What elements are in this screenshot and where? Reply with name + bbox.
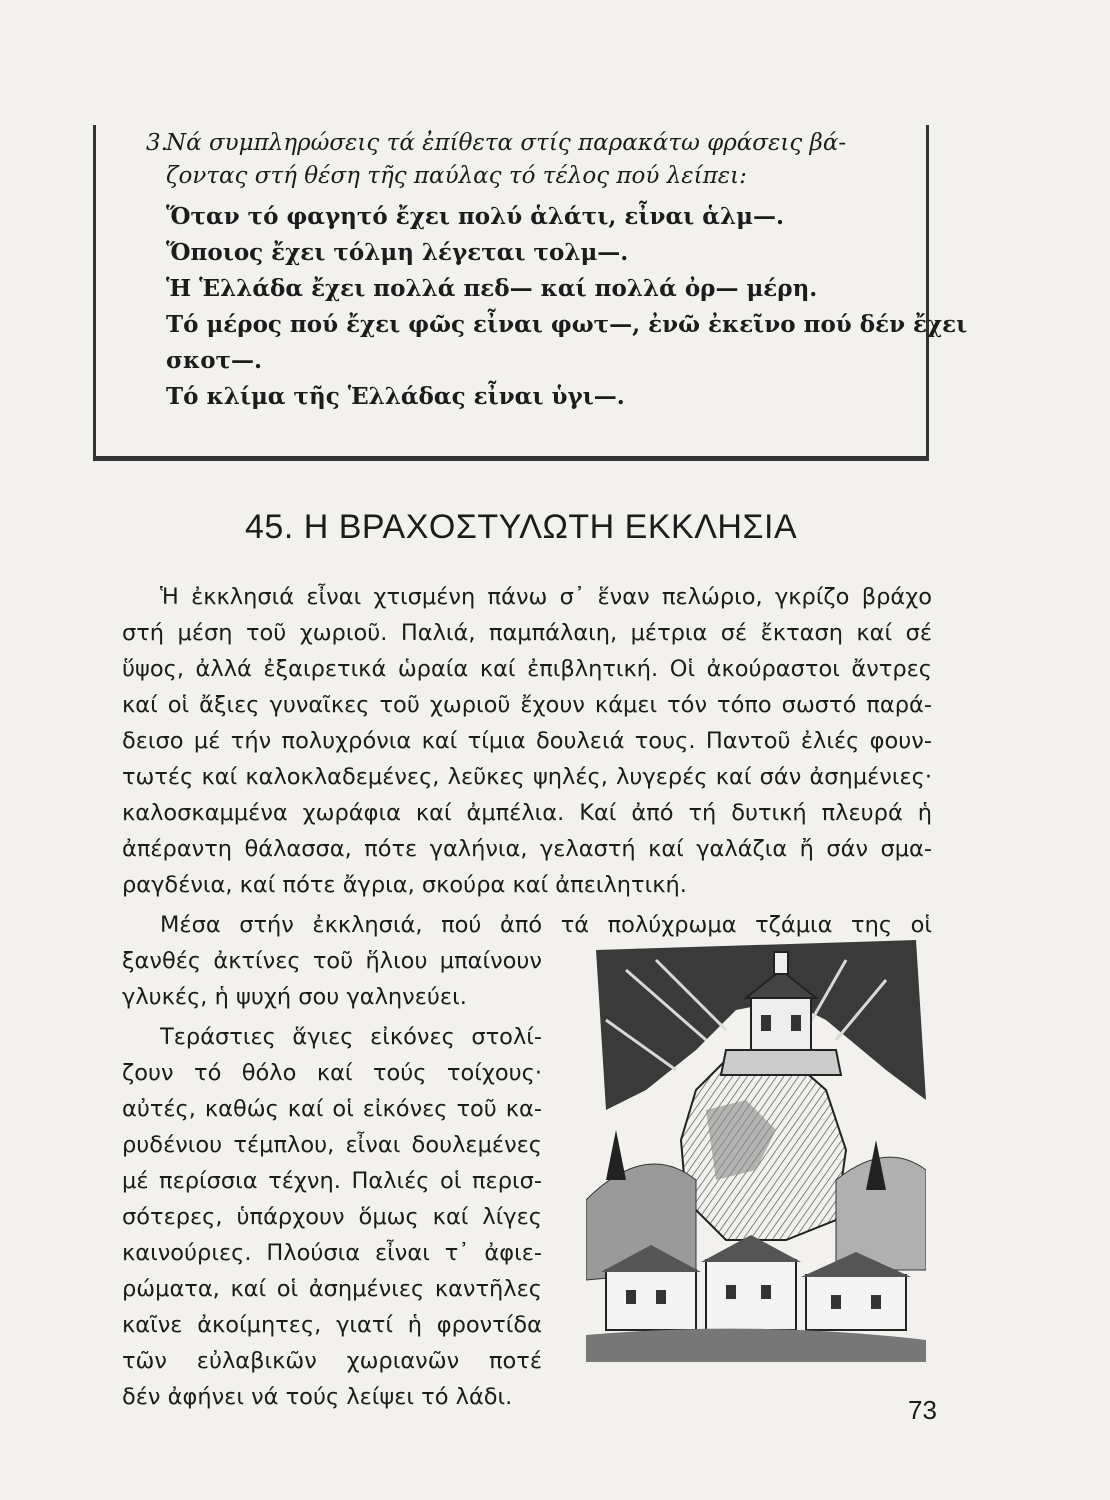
paragraph-line: Τεράστιες ἅγιες εἰκόνες στολί- [160, 1024, 542, 1050]
paragraph-line: στή μέση τοῦ χωριοῦ. Παλιά, παμπάλαιη, μέτρια σέ ἔκταση καί σέ [122, 620, 932, 646]
paragraph-line: δέν ἀφήνει νά τούς λείψει τό λάδι. [122, 1384, 513, 1410]
paragraph-line: καινούριες. Πλούσια εἶναι τ᾿ ἀφιε- [122, 1240, 542, 1266]
paragraph-line: μέ περίσσια τέχνη. Παλιές οἱ περισ- [122, 1168, 542, 1194]
exercise-number: 3. [146, 130, 168, 156]
paragraph-line: ἀπέραντη θάλασσα, πότε γαλήνια, γελαστή καί γαλάζια ἤ σάν σμα- [122, 836, 932, 862]
exercise-sentence: Τό μέρος πού ἔχει φῶς εἶναι φωτ—, ἐνῶ ἐκεῖνο πού δέν ἔχει [166, 311, 968, 338]
paragraph-line: τωτές καί καλοκλαδεμένες, λεῦκες ψηλές, λυγερές καί σάν ἀσημένιες· [122, 764, 932, 790]
exercise-instruction-line: Νά συμπληρώσεις τά ἐπίθετα στίς παρακάτω φράσεις βά- [166, 130, 847, 156]
paragraph-line: ὕψος, ἀλλά ἐξαιρετικά ὡραία καί ἐπιβλητική. Οἱ ἀκούραστοι ἄντρες [122, 656, 932, 682]
exercise-instruction-line: ζοντας στή θέση τῆς παύλας τό τέλος πού λείπει: [166, 163, 747, 189]
paragraph-line: καῖνε ἀκοίμητες, γιατί ἡ φροντίδα [122, 1312, 542, 1338]
exercise-sentence: Ὅταν τό φαγητό ἔχει πολύ ἁλάτι, εἶναι ἁλμ—. [166, 203, 784, 230]
paragraph-line: ραγδένια, καί πότε ἄγρια, σκούρα καί ἀπειλητική. [122, 872, 687, 898]
church-on-rock-illustration [586, 940, 926, 1362]
exercise-sentence: Ἡ Ἑλλάδα ἔχει πολλά πεδ— καί πολλά ὀρ— μέρη. [166, 275, 818, 302]
paragraph-line: καί οἱ ἄξιες γυναῖκες τοῦ χωριοῦ ἔχουν κάμει τόν τόπο σωστό παρά- [122, 692, 932, 718]
paragraph-line: ρυδένιου τέμπλου, εἶναι δουλεμένες [122, 1132, 542, 1158]
paragraph-line: ζουν τό θόλο καί τούς τοίχους· [122, 1060, 542, 1086]
paragraph-line: δεισο μέ τήν πολυχρόνια καί τίμια δουλειά τους. Παντοῦ ἐλιές φουν- [122, 728, 932, 754]
paragraph-line: Ἡ ἐκκλησιά εἶναι χτισμένη πάνω σ᾿ ἕναν πελώριο, γκρίζο βράχο [160, 584, 932, 610]
paragraph-line: ξανθές ἀκτίνες τοῦ ἥλιου μπαίνουν [122, 948, 542, 974]
paragraph-line: αὐτές, καθώς καί οἱ εἰκόνες τοῦ κα- [122, 1096, 542, 1122]
exercise-box [93, 125, 968, 461]
paragraph-line: καλοσκαμμένα χωράφια καί ἀμπέλια. Καί ἀπό τή δυτική πλευρά ἡ [122, 800, 932, 826]
chapter-title: 45. Η ΒΡΑΧΟΣΤΥΛΩΤΗ ΕΚΚΛΗΣΙΑ [245, 508, 798, 546]
exercise-sentence: σκοτ—. [166, 347, 263, 374]
paragraph-line: Μέσα στήν ἐκκλησιά, πού ἀπό τά πολύχρωμα τζάμια της οἱ [160, 912, 932, 938]
paragraph-line: ρώματα, καί οἱ ἀσημένιες καντῆλες [122, 1276, 542, 1302]
paragraph-line: σότερες, ὑπάρχουν ὅμως καί λίγες [122, 1204, 542, 1230]
paragraph-line: τῶν εὐλαβικῶν χωριανῶν ποτέ [122, 1348, 542, 1374]
paragraph-line: γλυκές, ἡ ψυχή σου γαληνεύει. [122, 984, 467, 1010]
page-number: 73 [908, 1395, 937, 1425]
exercise-sentence: Ὅποιος ἔχει τόλμη λέγεται τολμ—. [166, 239, 629, 266]
exercise-sentence: Τό κλίμα τῆς Ἑλλάδας εἶναι ὑγι—. [166, 383, 625, 410]
